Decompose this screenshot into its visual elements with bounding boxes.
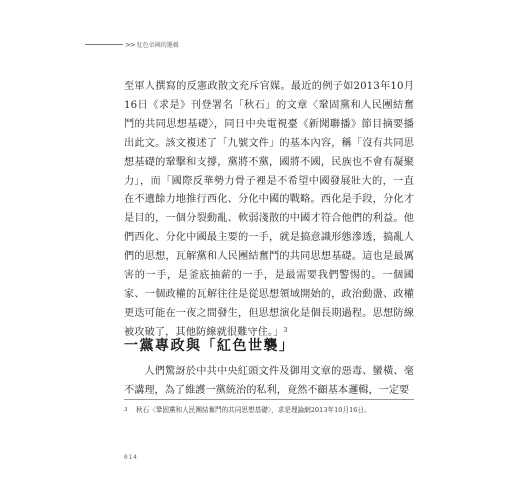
footnote-ref[interactable]: 3 [283, 326, 288, 334]
footnote-number: 3 [124, 407, 128, 413]
footnote-text: 秋石〈鞏固黨和人民團結奮鬥的共同思想基礎〉，求是理論網2013年10月16日。 [136, 406, 371, 414]
page-number: 014 [124, 454, 138, 461]
body-text [124, 78, 414, 343]
header-title: 紅色帝國的邏輯 [136, 42, 179, 49]
section-body [124, 363, 414, 401]
section-heading: 一黨專政與「紅色世襲」 [124, 338, 295, 354]
footnote [124, 405, 414, 416]
running-header [85, 40, 179, 49]
footnote-divider [124, 399, 414, 400]
section-paragraph: 人們驚訝於中共中央紅頭文件及御用文章的惡毒、蠻橫、毫不講理，為了維護一黨統治的私利，竟然不顧基本邏輯，一定要 [124, 366, 414, 396]
body-paragraph-text: 至軍人撰寫的反憲政散文充斥官媒。最近的例子如2013年10月16日《求是》刊登署名「秋石」的文章〈鞏固黨和人民團結奮鬥的共同思想基礎〉，同日中央電視臺《新聞聯播》節目摘要播出此文。該文複述了「九號文件」的基本內容，稱「沒有共同思想基礎的鞏擊和支撐，黨將不黨，國將不國，民族也不會有凝聚力」，而「國際反華勢力骨子裡是不希望中國發展壯大的，一直在不遺餘力地推行西化、分化中國的戰略。西化是手段，分化才是目的，一個分裂動亂、軟弱淺散的中國才符合他們的利益。他們西化、分化中國最主要的一手，就是搞意識形態滲透，搞亂人們的思想，瓦解黨和人民團結奮鬥的共同思想基礎。這也是最厲害的一手，是釜底抽薪的一手，是最需要我們警惕的。一個國家、一個政權的瓦解往往是從思想領域開始的，政治動盪、政權更迭可能在一夜之間發生，但思想演化是個長期過程。思想防線被攻破了，其他防線就很難守住。」 [124, 81, 414, 338]
body-paragraph [124, 78, 414, 343]
header-rule [85, 44, 123, 45]
header-arrow-icon: >> [125, 40, 135, 49]
